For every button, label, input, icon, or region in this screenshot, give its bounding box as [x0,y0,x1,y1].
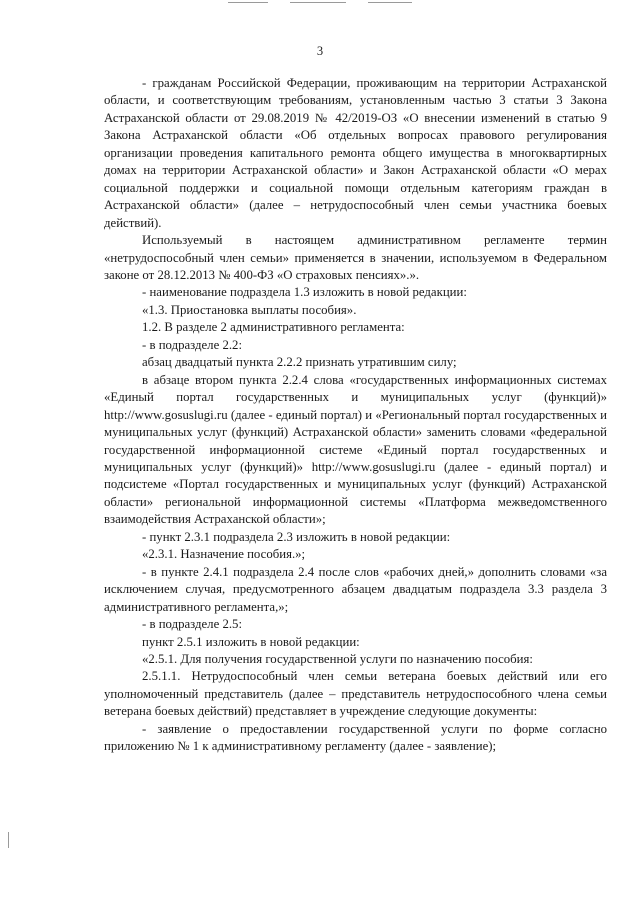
paragraph: - заявление о предоставлении государственной услуги по форме согласно приложению № 1 к административному регламенту (далее - заявление); [104,721,607,754]
paragraph: - в подразделе 2.2: [142,337,243,352]
paragraph: «1.3. Приостановка выплаты пособия». [142,302,357,317]
document-body [104,75,607,756]
paragraph: абзац двадцатый пункта 2.2.2 признать утратившим силу; [142,355,457,370]
scan-artifact-top-mark [228,2,268,3]
paragraph: «2.3.1. Назначение пособия.»; [142,547,306,562]
paragraph: в абзаце втором пункта 2.2.4 слова «государственных информационных системах «Единый портал государственных и муниципальных услуг (функций)» http://www.gosuslugi.ru (далее - единый портал) и «Региональный портал государственных и муниципальных услуг (функций) Астраханской области» заменить словами «федеральной государственной информационной системе «Единый портал государственных и муниципальных услуг (функций)» http://www.gosuslugi.ru (далее - единый портал) и подсистеме «Портал государственных и муниципальных услуг (функций) Астраханской области» региональной информационной системы «Платформа межведомственного взаимодействия Астраханской области»; [104,372,607,527]
paragraph: 1.2. В разделе 2 административного регламента: [142,320,405,335]
page-number: 3 [316,44,324,58]
scan-artifact-top-mark [368,2,412,3]
paragraph: - гражданам Российской Федерации, проживающим на территории Астраханской области, и соответствующим требованиям, установленным частью 3 статьи 3 Закона Астраханской области от 29.08.2019 № 42/2019-ОЗ «О внесении изменений в статью 9 Закона Астраханской области «Об отдельных вопросах правового регулирования организации проведения капитального ремонта общего имущества в многоквартирных домах на территории Астраханской области» и Закон Астраханской области «О мерах социальной поддержки и социальной помощи отдельным категориям граждан в Астраханской области» (далее – нетрудоспособный член семьи участника боевых действий). [104,76,607,230]
paragraph: - пункт 2.3.1 подраздела 2.3 изложить в новой редакции: [142,529,451,544]
paragraph: - в подразделе 2.5: [142,617,243,632]
paragraph: - наименование подраздела 1.3 изложить в новой редакции: [142,285,467,300]
scan-artifact-top-mark [290,2,346,3]
paragraph: Используемый в настоящем административном регламенте термин «нетрудоспособный член семьи» применяется в значении, используемом в Федеральном законе от 28.12.2013 № 400-ФЗ «О страховых пенсиях».». [104,233,607,282]
scan-artifact-side-mark [8,832,9,848]
paragraph: пункт 2.5.1 изложить в новой редакции: [142,634,360,649]
paragraph: 2.5.1.1. Нетрудоспособный член семьи ветерана боевых действий или его уполномоченный представитель (далее – представитель нетрудоспособного члена семьи ветерана боевых действий) представляет в учреждение следующие документы: [104,669,607,719]
paragraph: «2.5.1. Для получения государственной услуги по назначению пособия: [142,651,533,666]
paragraph: - в пункте 2.4.1 подраздела 2.4 после слов «рабочих дней,» дополнить словами «за исключением случая, предусмотренного абзацем двадцатым подраздела 3.3 раздела 3 административного регламента,»; [104,564,607,614]
